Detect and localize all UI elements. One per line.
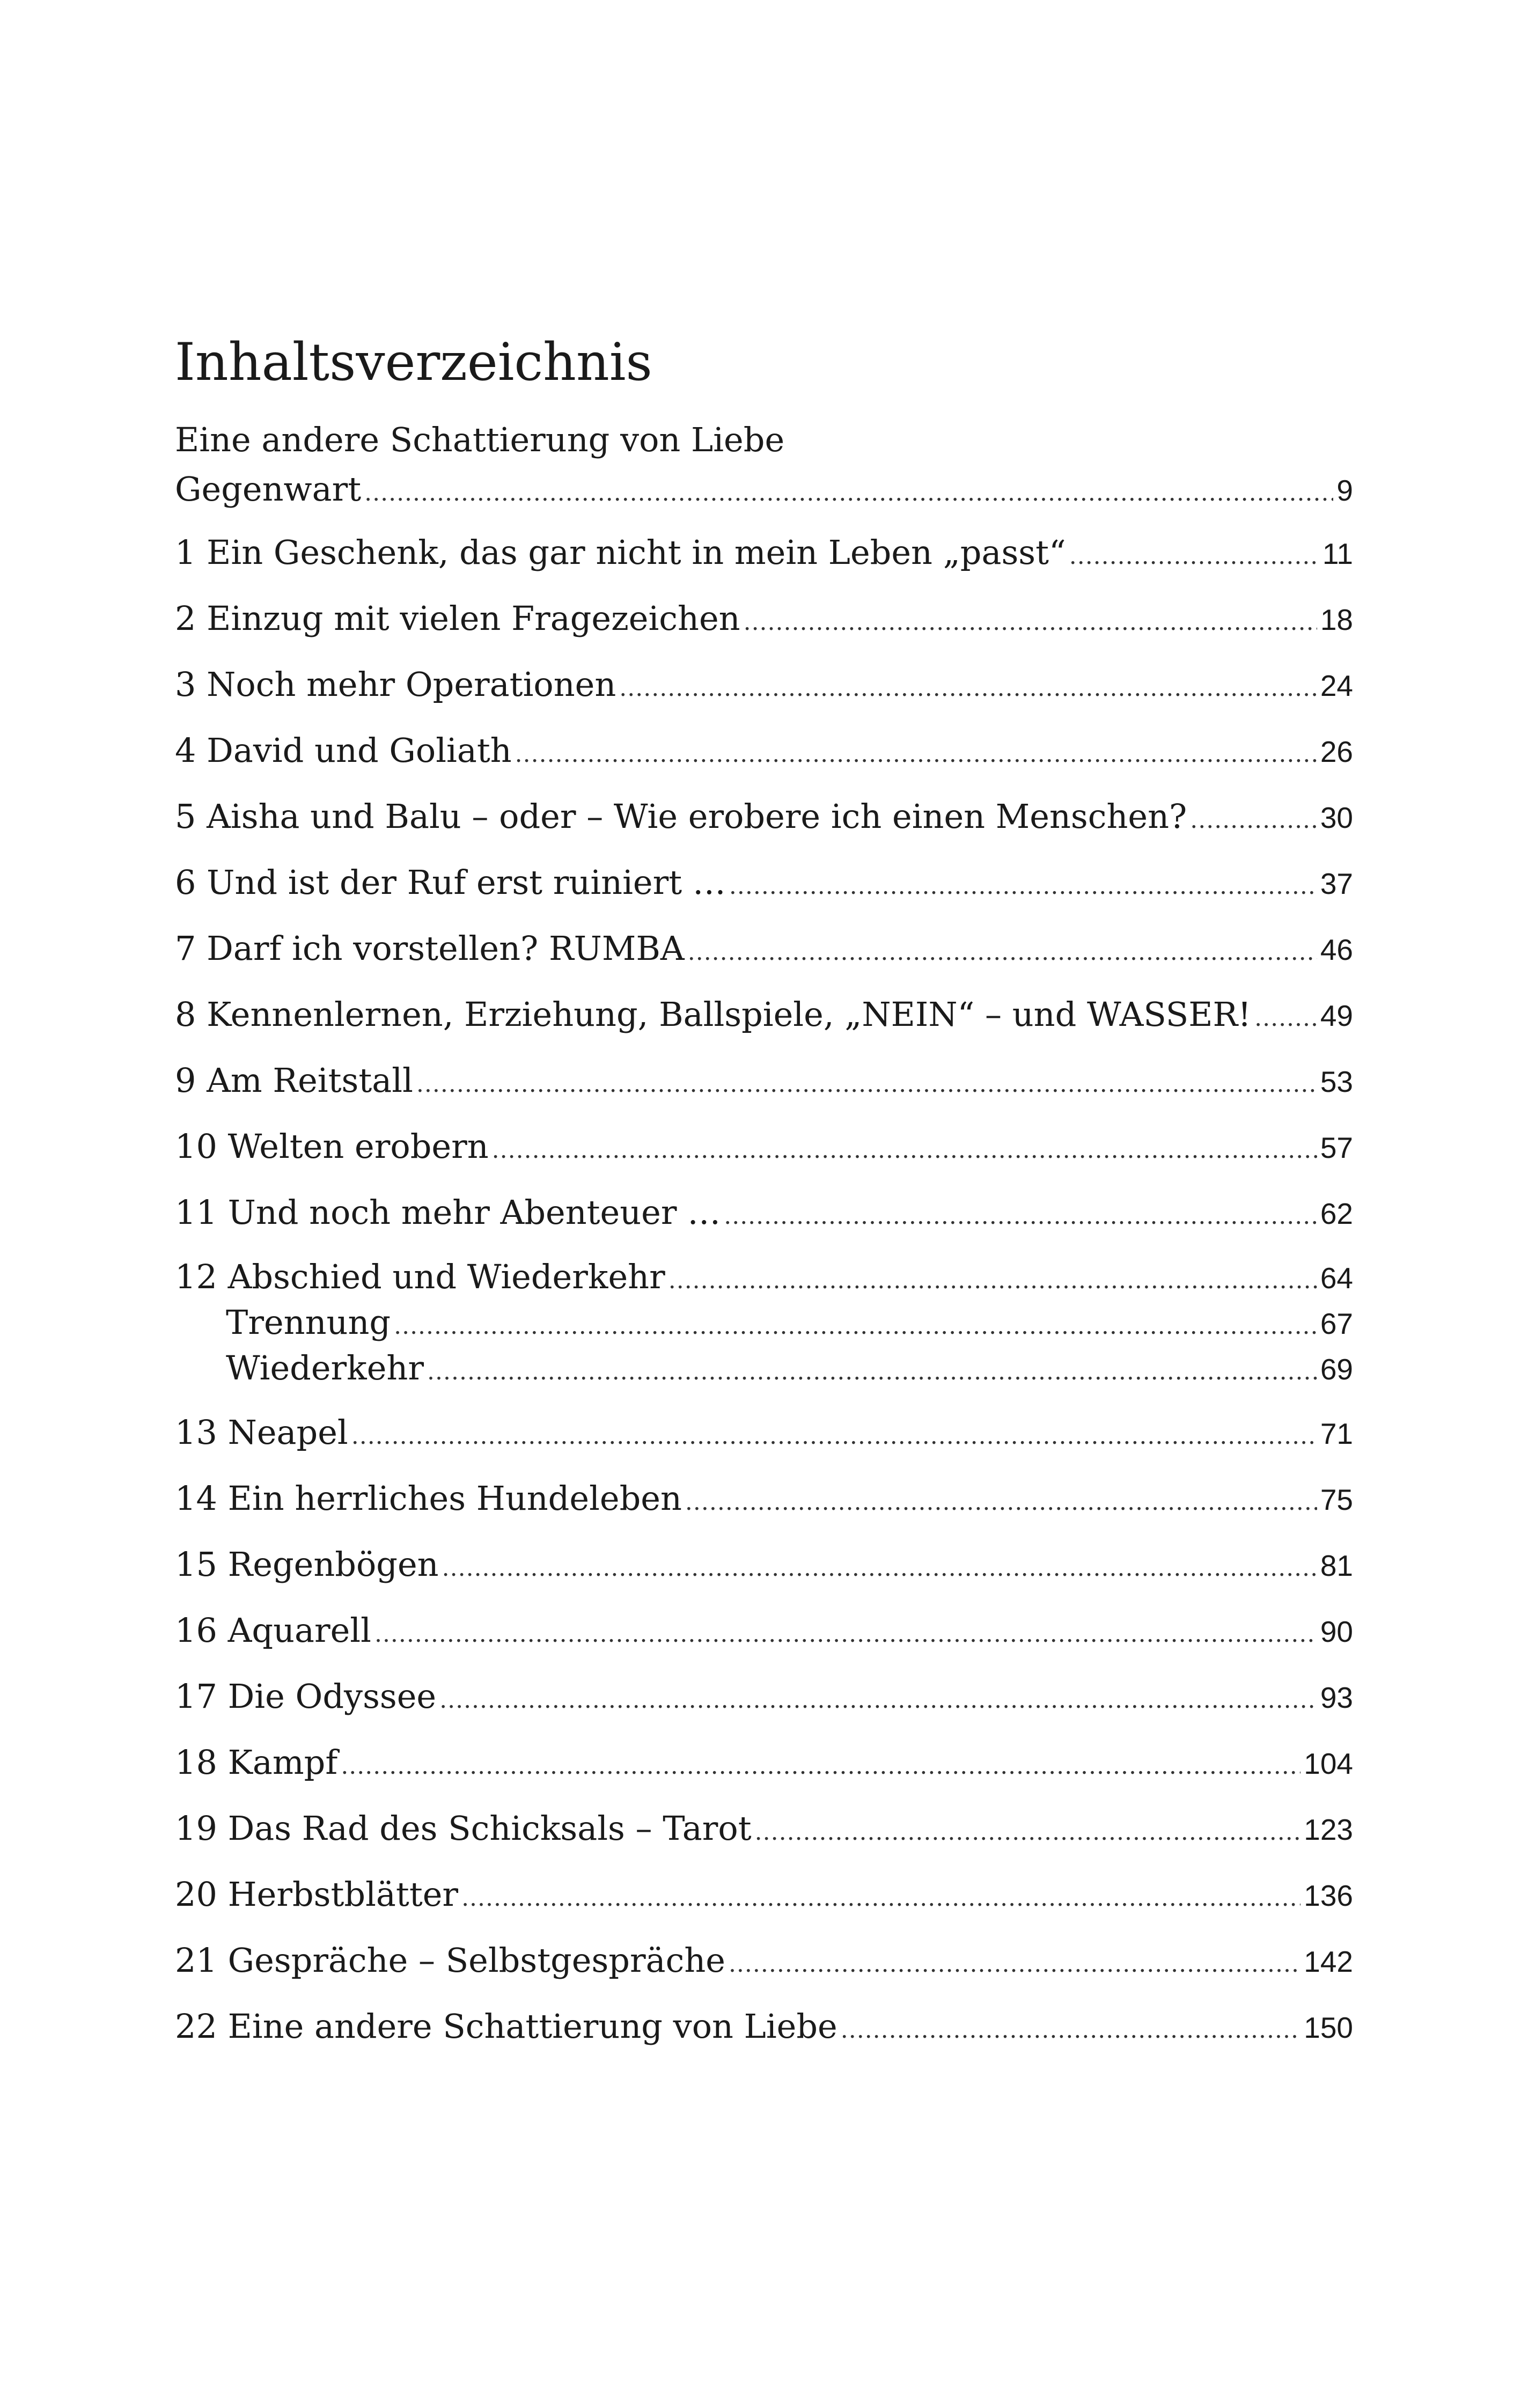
- toc-entry[interactable]: [175, 597, 1353, 640]
- toc-page-number: 142: [1304, 1945, 1353, 1978]
- toc-entry-label: 11 Und noch mehr Abenteuer …: [175, 1193, 721, 1232]
- toc-page-number: 64: [1320, 1261, 1353, 1295]
- dot-leader: [755, 1811, 1301, 1854]
- toc-page-number: 75: [1320, 1483, 1353, 1516]
- dot-leader: [515, 733, 1317, 776]
- toc-title: Inhaltsverzeichnis: [175, 332, 652, 392]
- toc-entry-label: 16 Aquarell: [175, 1611, 371, 1650]
- dot-leader: [685, 1481, 1317, 1524]
- dot-leader: [729, 865, 1317, 908]
- toc-entry[interactable]: [175, 531, 1353, 574]
- toc-entry-label: 6 Und ist der Ruf erst ruiniert …: [175, 863, 726, 902]
- dot-leader: [416, 1063, 1317, 1106]
- toc-entry[interactable]: [175, 1543, 1353, 1586]
- toc-page-number: 123: [1304, 1813, 1353, 1846]
- toc-entry[interactable]: [175, 1609, 1353, 1652]
- toc-entry-label: Wiederkehr: [226, 1348, 424, 1387]
- toc-entry[interactable]: [175, 1741, 1353, 1784]
- toc-entry[interactable]: [175, 1873, 1353, 1916]
- toc-entry-preface[interactable]: [175, 468, 1353, 511]
- toc-page-number: 9: [1336, 474, 1353, 507]
- toc-entry[interactable]: [175, 1477, 1353, 1520]
- toc-entry-label: Gegenwart: [175, 469, 362, 509]
- toc-entry[interactable]: [175, 1807, 1353, 1850]
- toc-page-number: 136: [1304, 1879, 1353, 1912]
- toc-entry[interactable]: [175, 861, 1353, 904]
- toc-subentry[interactable]: [226, 1347, 1353, 1390]
- toc-page-number: 67: [1320, 1307, 1353, 1340]
- toc-entry-label: 5 Aisha und Balu – oder – Wie erobere ich einen Menschen?: [175, 797, 1187, 836]
- dot-leader: [364, 472, 1333, 515]
- toc-entry[interactable]: [175, 993, 1353, 1036]
- toc-page-number: 90: [1320, 1615, 1353, 1648]
- toc-page-number: 49: [1320, 999, 1353, 1032]
- toc-entry-label: 17 Die Odyssee: [175, 1677, 437, 1716]
- toc-entry-label: Trennung: [226, 1303, 391, 1342]
- dot-leader: [394, 1305, 1317, 1348]
- toc-entry-label: 2 Einzug mit vielen Fragezeichen: [175, 599, 740, 638]
- toc-entry-label: 19 Das Rad des Schicksals – Tarot: [175, 1809, 752, 1848]
- toc-entry[interactable]: [175, 729, 1353, 772]
- toc-page-number: 11: [1322, 537, 1353, 570]
- toc-entry-label: 13 Neapel: [175, 1413, 348, 1452]
- toc-entry-label: 12 Abschied und Wiederkehr: [175, 1257, 665, 1296]
- toc-entry-label: 10 Welten erobern: [175, 1127, 489, 1166]
- toc-page-number: 62: [1320, 1197, 1353, 1230]
- toc-page-number: 150: [1304, 2011, 1353, 2044]
- dot-leader: [341, 1745, 1300, 1788]
- toc-entry-label: 18 Kampf: [175, 1743, 338, 1782]
- dot-leader: [492, 1129, 1317, 1172]
- toc-entry-label: 3 Noch mehr Operationen: [175, 665, 616, 704]
- dot-leader: [688, 931, 1317, 974]
- toc-page-number: 53: [1320, 1065, 1353, 1098]
- toc-entry[interactable]: [175, 927, 1353, 970]
- toc-entry-label: 14 Ein herrliches Hundeleben: [175, 1479, 682, 1518]
- toc-entry[interactable]: [175, 663, 1353, 706]
- toc-page-number: 46: [1320, 933, 1353, 966]
- dot-leader: [461, 1877, 1300, 1920]
- toc-subentry[interactable]: [226, 1301, 1353, 1344]
- toc-entry-label: 4 David und Goliath: [175, 731, 512, 770]
- toc-entry-label: 7 Darf ich vorstellen? RUMBA: [175, 929, 685, 968]
- toc-page-number: 24: [1320, 669, 1353, 702]
- dot-leader: [619, 667, 1317, 710]
- dot-leader: [374, 1613, 1317, 1656]
- toc-preface-line1: Eine andere Schattierung von Liebe: [175, 420, 785, 459]
- dot-leader: [351, 1415, 1317, 1458]
- toc-page-number: 18: [1320, 603, 1353, 636]
- toc-page-number: 69: [1320, 1353, 1353, 1386]
- dot-leader: [841, 2009, 1301, 2052]
- toc-entry[interactable]: [175, 1939, 1353, 1982]
- dot-leader: [1069, 535, 1319, 578]
- toc-page-number: 30: [1320, 801, 1353, 834]
- toc-entry-label: 22 Eine andere Schattierung von Liebe: [175, 2007, 837, 2046]
- dot-leader: [729, 1943, 1300, 1986]
- toc-page-number: 37: [1320, 867, 1353, 900]
- toc-entry[interactable]: [175, 1059, 1353, 1102]
- toc-page-number: 71: [1320, 1417, 1353, 1450]
- toc-page-number: 93: [1320, 1681, 1353, 1714]
- dot-leader: [744, 601, 1317, 644]
- toc-entry-label: 21 Gespräche – Selbstgespräche: [175, 1941, 725, 1980]
- dot-leader: [668, 1259, 1317, 1302]
- toc-page-number: 57: [1320, 1131, 1353, 1164]
- toc-entry[interactable]: [175, 1191, 1353, 1234]
- toc-entry-label: 15 Regenbögen: [175, 1545, 439, 1584]
- toc-entry[interactable]: [175, 795, 1353, 838]
- toc-page-number: 81: [1320, 1549, 1353, 1582]
- toc-entry-label: 8 Kennenlernen, Erziehung, Ballspiele, „NEIN“ – und WASSER!: [175, 995, 1252, 1034]
- dot-leader: [1190, 799, 1317, 842]
- dot-leader: [724, 1195, 1317, 1238]
- toc-page-number: 26: [1320, 735, 1353, 768]
- toc-entry-label: 1 Ein Geschenk, das gar nicht in mein Leben „passt“: [175, 533, 1066, 572]
- dot-leader: [439, 1679, 1317, 1722]
- toc-entry[interactable]: [175, 1256, 1353, 1298]
- dot-leader: [1254, 997, 1317, 1040]
- toc-entry-label: 9 Am Reitstall: [175, 1061, 413, 1100]
- toc-entry[interactable]: [175, 1411, 1353, 1454]
- toc-entry[interactable]: [175, 1125, 1353, 1168]
- toc-page-number: 104: [1304, 1747, 1353, 1780]
- dot-leader: [442, 1547, 1317, 1590]
- dot-leader: [427, 1350, 1317, 1393]
- toc-entry-label: 20 Herbstblätter: [175, 1875, 459, 1914]
- toc-entry[interactable]: [175, 1675, 1353, 1718]
- toc-entry[interactable]: [175, 2005, 1353, 2048]
